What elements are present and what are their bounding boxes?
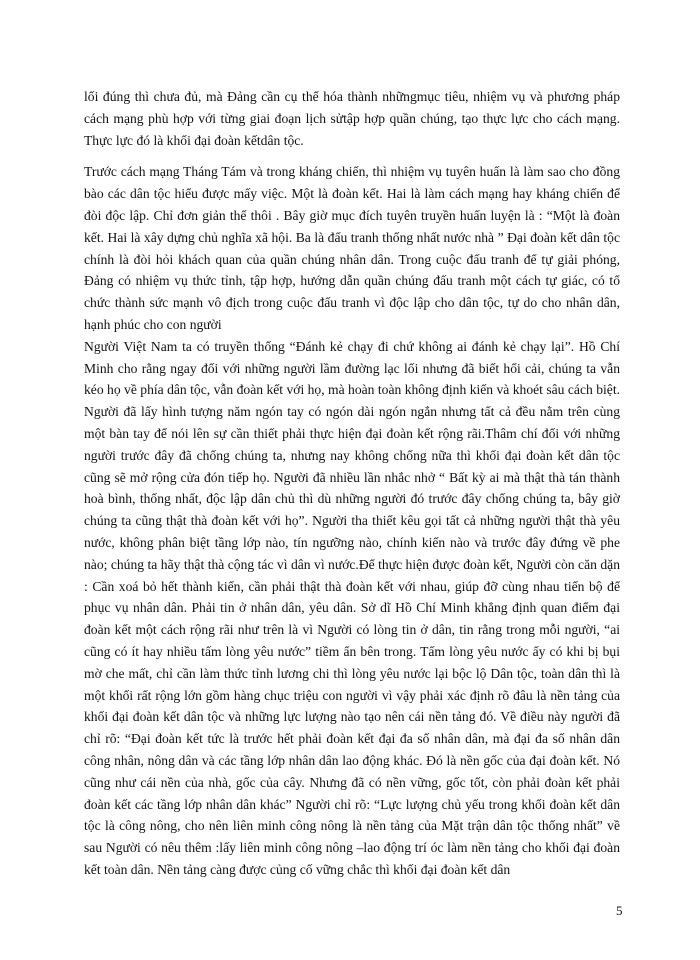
paragraph-tuyen-huan: Trước cách mạng Tháng Tám và trong kháng chiến, thì nhiệm vụ tuyên huấn là làm sao cho đồng bào các dân tộc hiểu được mấy việc. Một là đoàn kết. Hai là làm cách mạng hay kháng chiến để đòi độc lập. Chỉ đơn giản thế thôi . Bây giờ mục đích tuyên truyền huấn luyện là : “Một là đoàn kết. Hai là xây dựng chủ nghĩa xã hội. Ba là đấu tranh thống nhất nước nhà ” Đại đoàn kết dân tộc chính là đòi hỏi khách quan của quần chúng nhân dân. Trong cuộc đấu tranh để tự giải phóng, Đảng có nhiệm vụ thức tỉnh, tập hợp, hướng dẫn quần chúng đấu tranh một cách tự giác, có tổ chức thành sức mạnh vô địch trong cuộc đấu tranh vì độc lập cho dân tộc, tự do cho nhân dân, hạnh phúc cho con người <box>84 164 620 332</box>
page-number: 5 <box>616 903 623 918</box>
document-body <box>84 86 620 881</box>
paragraph-truyen-thong: Người Việt Nam ta có truyền thống “Đánh kẻ chạy đi chứ không ai đánh kẻ chạy lại”. Hồ Chí Minh cho rằng ngay đối với những người lầm đường lạc lối nhưng đã biết hối cải, chúng ta vẫn kéo họ về phía dân tộc, vẫn đoàn kết với họ, mà hoàn toàn không định kiến và khoét sâu cách biệt. Người đã lấy hình tượng năm ngón tay có ngón dài ngón ngắn nhưng tất cả đều nằm trên cùng một bàn tay để nói lên sự cần thiết phải thực hiện đại đoàn kết rộng rãi.Thâm chí đối với những người trước đây đã chống chúng ta, nhưng nay không chống nữa thì khối đại đoàn kết dân tộc cũng sẽ mở rộng cửa đón tiếp họ. Người đã nhiều lần nhắc nhở “ Bất kỳ ai mà thật thà tán thành hoà bình, thống nhất, độc lập dân chủ thì dù những người đó trước đây chống chúng ta, bây giờ chúng ta cũng thật thà đoàn kết với họ”. Người tha thiết kêu gọi tất cả những người thật thà yêu nước, không phân biệt tầng lớp nào, tín ngưỡng nào, chính kiến nào và trước đây đứng về phe nào; chúng ta hãy thật thà cộng tác vì dân vì nước.Để thực hiện được đoàn kết, Người còn căn dặn : Cần xoá bỏ hết thành kiến, cần phải thật thà đoàn kết với nhau, giúp đỡ cùng nhau tiến bộ để phục vụ nhân dân. Phải tin ở nhân dân, yêu dân. Sở dĩ Hồ Chí Minh khẳng định quan điểm đại đoàn kết một cách rộng rãi như trên là vì Người có lòng tin ở dân, tin rằng trong mỗi người, “ai cũng có ít hay nhiều tấm lòng yêu nước” tiềm ẩn bên trong. Tấm lòng yêu nước ấy có khi bị bụi mờ che mất, chỉ cần làm thức tỉnh lương chi thì lòng yêu nước lại bộc lộ Dân tộc, toàn dân thì là một khối rất rộng lớn gồm hàng chục triệu con người vì vậy phải xác định rõ đâu là nền tảng của khối đại đoàn kết dân tộc và những lực lượng nào tạo nên cái nền tảng đó. Về điều này người đã chỉ rõ: “Đại đoàn kết tức là trước hết phải đoàn kết đại đa số nhân dân, mà đại đa số nhân dân công nhân, nông dân và các tầng lớp nhân dân lao động khác. Đó là nền gốc của đại đoàn kết. Nó cũng như cái nền của nhà, gốc của cây. Nhưng đã có nền vững, gốc tốt, còn phải đoàn kết phải đoàn kết các tầng lớp nhân dân khác” Người chỉ rõ: “Lực lượng chủ yếu trong khối đoàn kết dân tộc là công nông, cho nên liên minh công nông là nền tảng của Mặt trận dân tộc thống nhất” về sau Người có nêu thêm :lấy liên minh công nông –lao động trí óc làm nền tảng cho khối đại đoàn kết toàn dân. Nền tảng càng được củng cố vững chắc thì khối đại đoàn kết dân <box>84 338 620 877</box>
paragraph-intro: lối đúng thì chưa đủ, mà Đảng cần cụ thể hóa thành nhữngmục tiêu, nhiệm vụ và phương pháp cách mạng phù hợp với từng giai đoạn lịch sửtập hợp quần chúng, tạo thực lực cho cách mạng. Thực lực đó là khối đại đoàn kếtdân tộc. <box>84 89 620 148</box>
